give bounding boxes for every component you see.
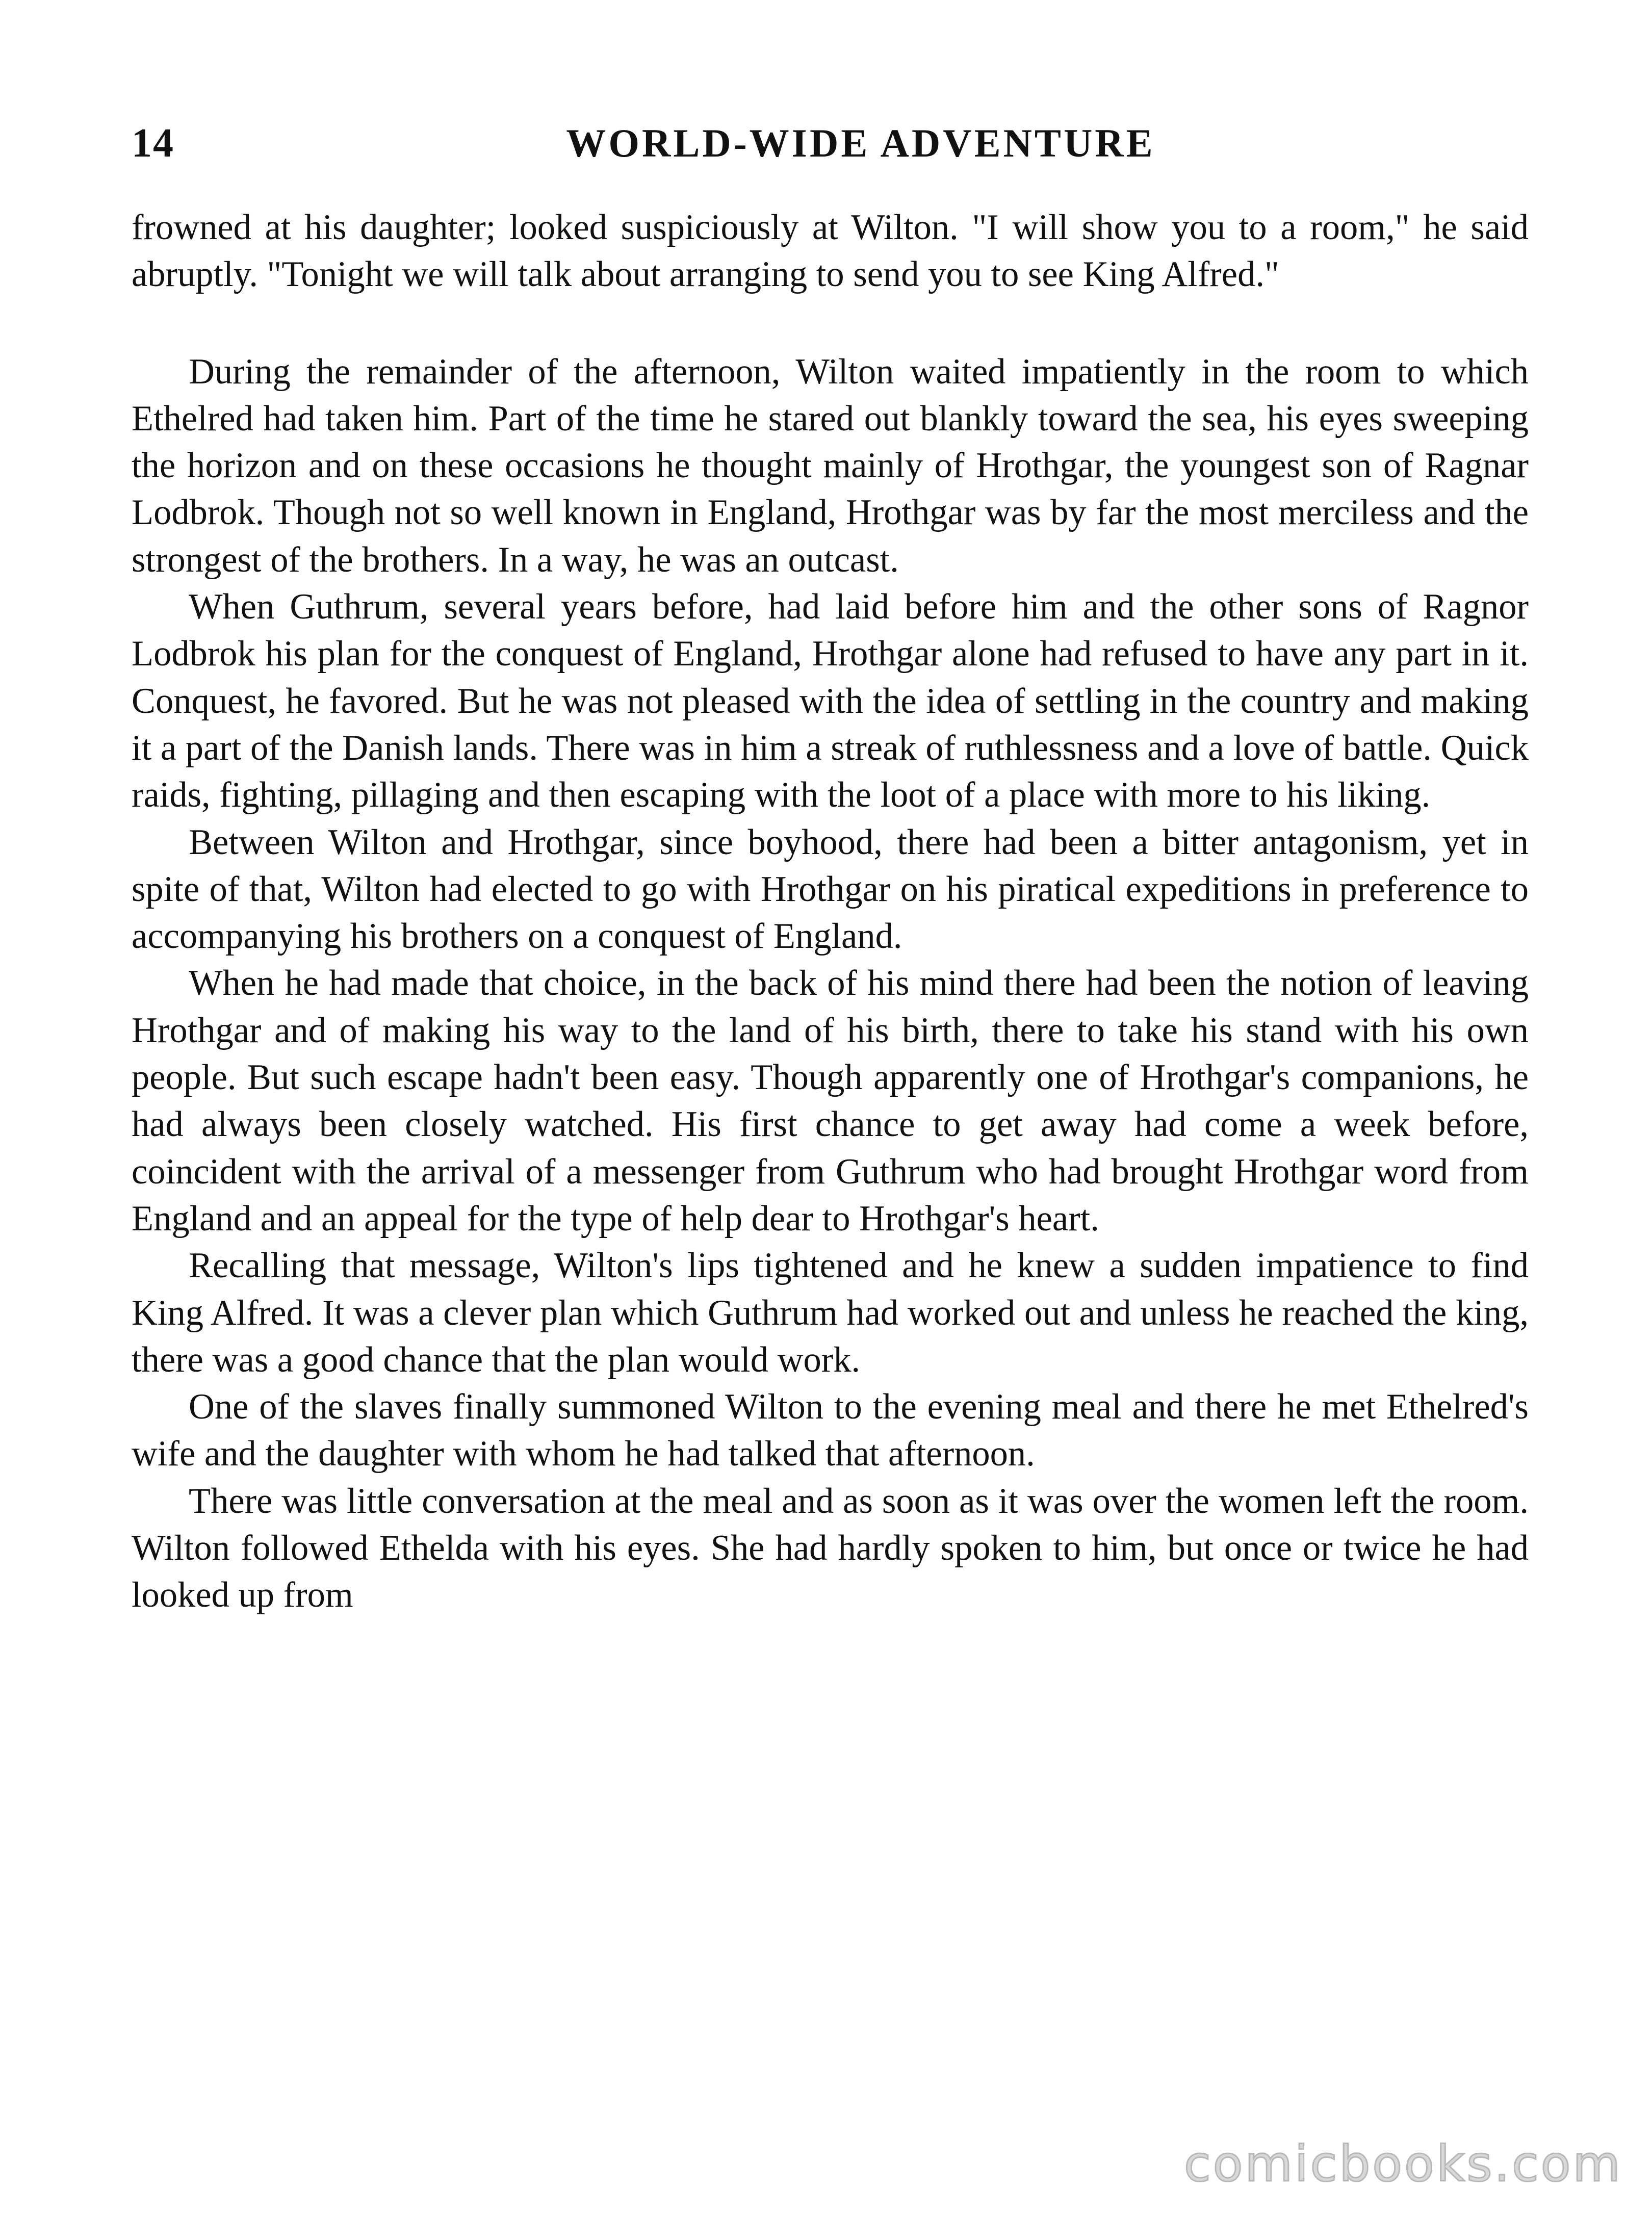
watermark: comicbooks.com	[1183, 2135, 1622, 2193]
page-header	[132, 120, 1529, 176]
paragraph: Recalling that message, Wilton's lips tightened and he knew a sudden impatience to find King Alfred. It was a clever plan which Guthrum had worked out and unless he reached the king, there was a good chance that the plan would work.	[132, 1246, 1529, 1380]
paragraph: When Guthrum, several years before, had laid before him and the other sons of Ragnor Lodbrok his plan for the conquest of England, Hrothgar alone had refused to have any part in it. Conquest, he favored. But he was not pleased with the idea of settling in the country and making it a part of the Danish lands. There was in him a streak of ruthlessness and a love of battle. Quick raids, fighting, pillaging and then escaping with the loot of a place with more to his liking.	[132, 587, 1529, 815]
body-text	[132, 204, 1529, 1619]
page-number: 14	[132, 121, 174, 166]
paragraph: One of the slaves finally summoned Wilton to the evening meal and there he met Ethelred's wife and the daughter with whom he had talked that afternoon.	[132, 1387, 1529, 1474]
running-head: WORLD-WIDE ADVENTURE	[566, 121, 1155, 165]
paragraph: frowned at his daughter; looked suspiciously at Wilton. "I will show you to a room," he said abruptly. "Tonight we will talk about arranging to send you to see King Alfred."	[132, 208, 1529, 295]
paragraph: Between Wilton and Hrothgar, since boyhood, there had been a bitter antagonism, yet in spite of that, Wilton had elected to go with Hrothgar on his piratical expeditions in preference to accompanying his brothers on a conquest of England.	[132, 822, 1529, 957]
paragraph: There was little conversation at the meal and as soon as it was over the women left the room. Wilton followed Ethelda with his eyes. She had hardly spoken to him, but once or twice he had looked up from	[132, 1481, 1529, 1615]
paragraph: During the remainder of the afternoon, Wilton waited impatiently in the room to which Ethelred had taken him. Part of the time he stared out blankly toward the sea, his eyes sweeping the horizon and on these occasions he thought mainly of Hrothgar, the youngest son of Ragnar Lodbrok. Though not so well known in England, Hrothgar was by far the most merciless and the strongest of the brothers. In a way, he was an outcast.	[132, 351, 1529, 580]
paragraph: When he had made that choice, in the back of his mind there had been the notion of leaving Hrothgar and of making his way to the land of his birth, there to take his stand with his own people. But such escape hadn't been easy. Though apparently one of Hrothgar's companions, he had always been closely watched. His first chance to get away had come a week before, coincident with the arrival of a messenger from Guthrum who had brought Hrothgar word from England and an appeal for the type of help dear to Hrothgar's heart.	[132, 963, 1529, 1239]
